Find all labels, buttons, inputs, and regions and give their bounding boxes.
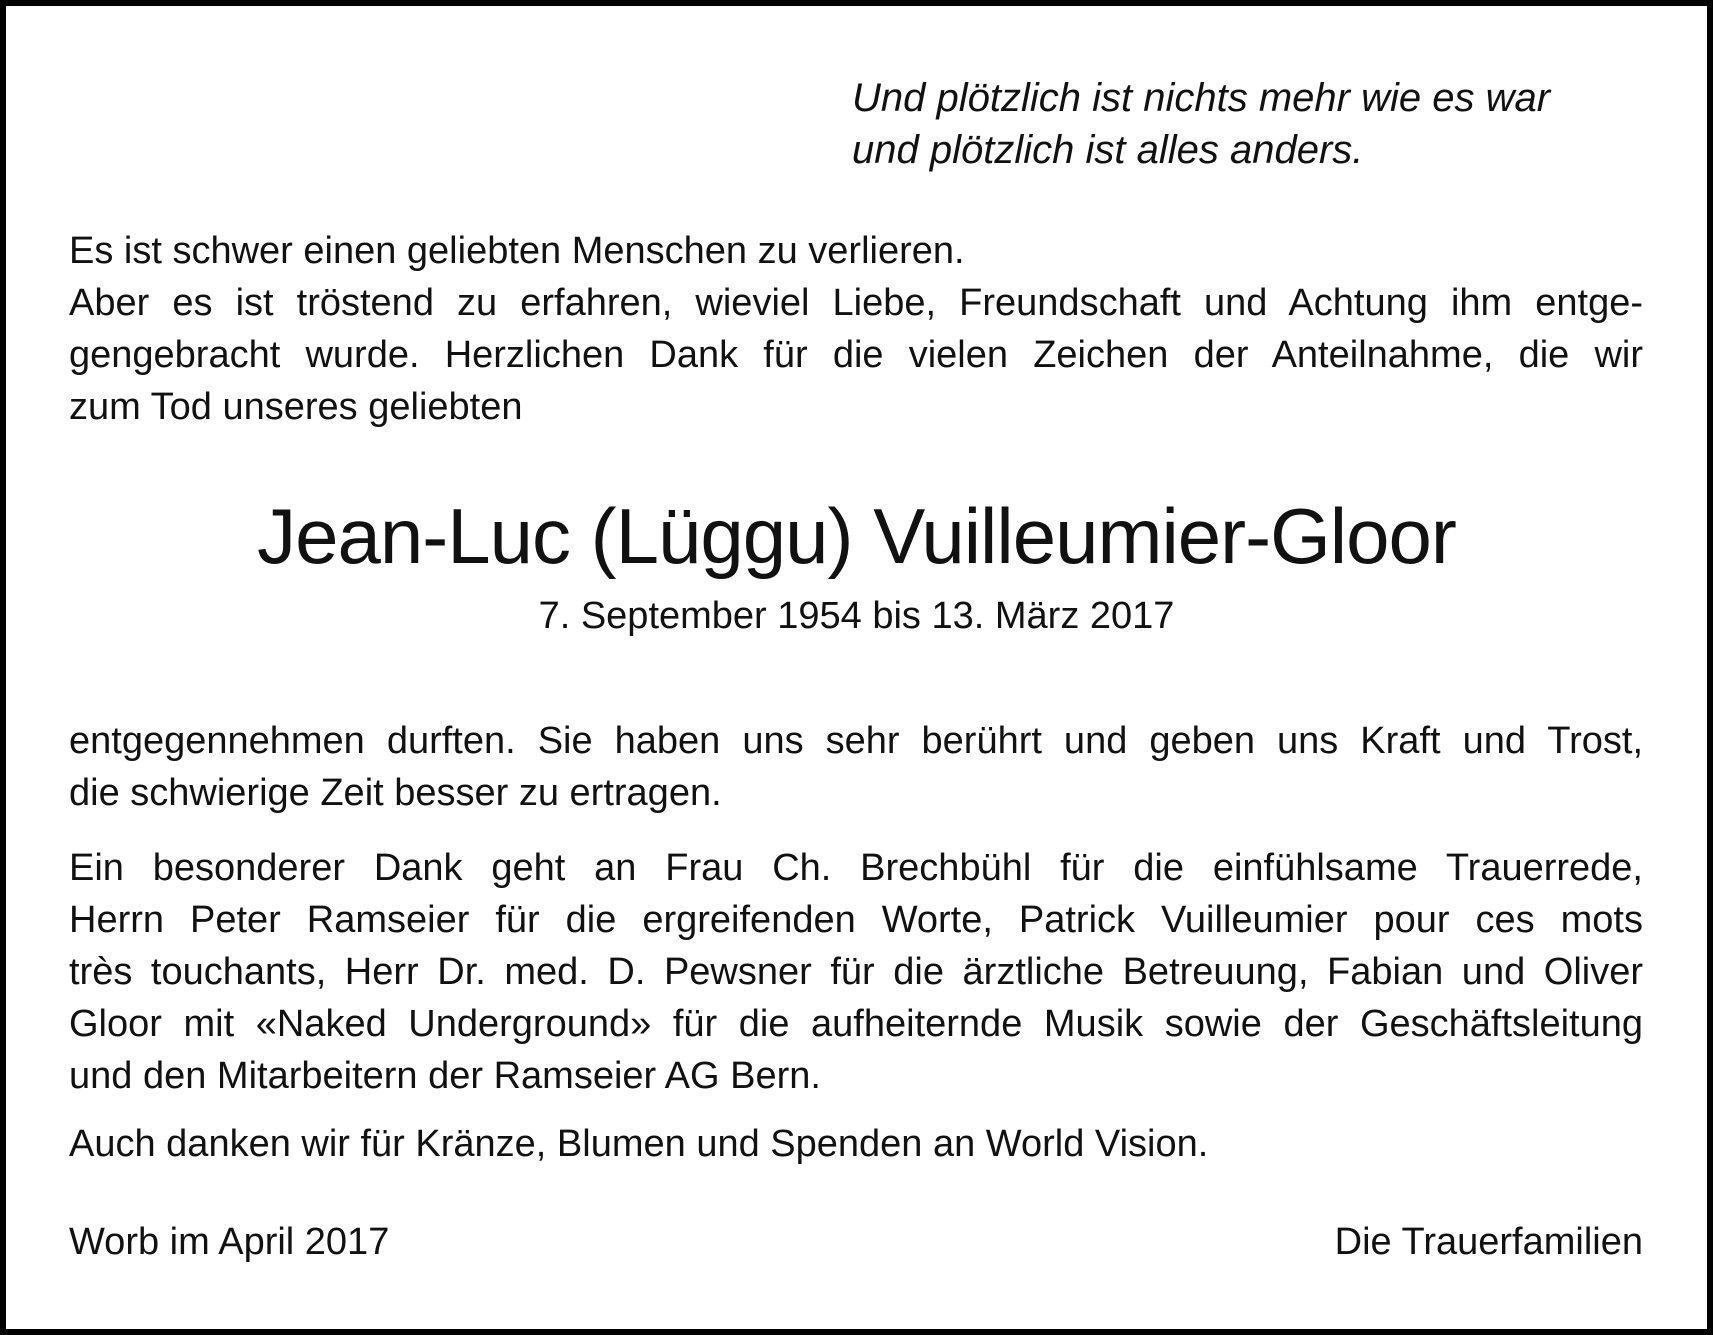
thanks-line-1: Ein besonderer Dank geht an Frau Ch. Brechbühl für die einfühlsame Trauerrede,: [69, 847, 1643, 889]
opening-quote: [852, 72, 1550, 176]
continuation-line-1: entgegennehmen durften. Sie haben uns sehr berührt und geben uns Kraft und Trost,: [69, 720, 1643, 762]
intro-line-2: Aber es ist tröstend zu erfahren, wieviel Liebe, Freundschaft und Achtung ihm entge-: [69, 282, 1643, 324]
quote-line-1: Und plötzlich ist nichts mehr wie es war: [852, 76, 1551, 120]
thanks-line-3: très touchants, Herr Dr. med. D. Pewsner für die ärztliche Betreuung, Fabian und Oliver: [69, 951, 1643, 993]
donations-line-1: Auch danken wir für Kränze, Blumen und Spenden an World Vision.: [69, 1123, 1209, 1165]
intro-line-1: Es ist schwer einen geliebten Menschen zu verlieren.: [69, 230, 965, 272]
continuation-line-2: die schwierige Zeit besser zu ertragen.: [69, 772, 722, 814]
donations-paragraph: [69, 1118, 1643, 1170]
signature: Die Trauerfamilien: [1334, 1221, 1643, 1263]
intro-line-3: gengebracht wurde. Herzlichen Dank für die vielen Zeichen der Anteilnahme, die wir: [69, 334, 1643, 376]
intro-line-4: zum Tod unseres geliebten: [69, 386, 523, 428]
place-date: Worb im April 2017: [69, 1221, 390, 1263]
thanks-line-5: und den Mitarbeitern der Ramseier AG Bern.: [69, 1055, 821, 1097]
thanks-paragraph: [69, 842, 1643, 1102]
thanks-line-2: Herrn Peter Ramseier für die ergreifenden Worte, Patrick Vuilleumier pour ces mots: [69, 899, 1643, 941]
thanks-line-4: Gloor mit «Naked Underground» für die aufheiternde Musik sowie der Geschäftsleitung: [69, 1003, 1643, 1045]
deceased-name: Jean-Luc (Lüggu) Vuilleumier-Gloor: [257, 492, 1456, 580]
continuation-paragraph: [69, 715, 1643, 819]
intro-paragraph: [69, 225, 1643, 433]
life-dates: 7. September 1954 bis 13. März 2017: [538, 595, 1175, 637]
quote-line-2: und plötzlich ist alles anders.: [852, 128, 1364, 172]
